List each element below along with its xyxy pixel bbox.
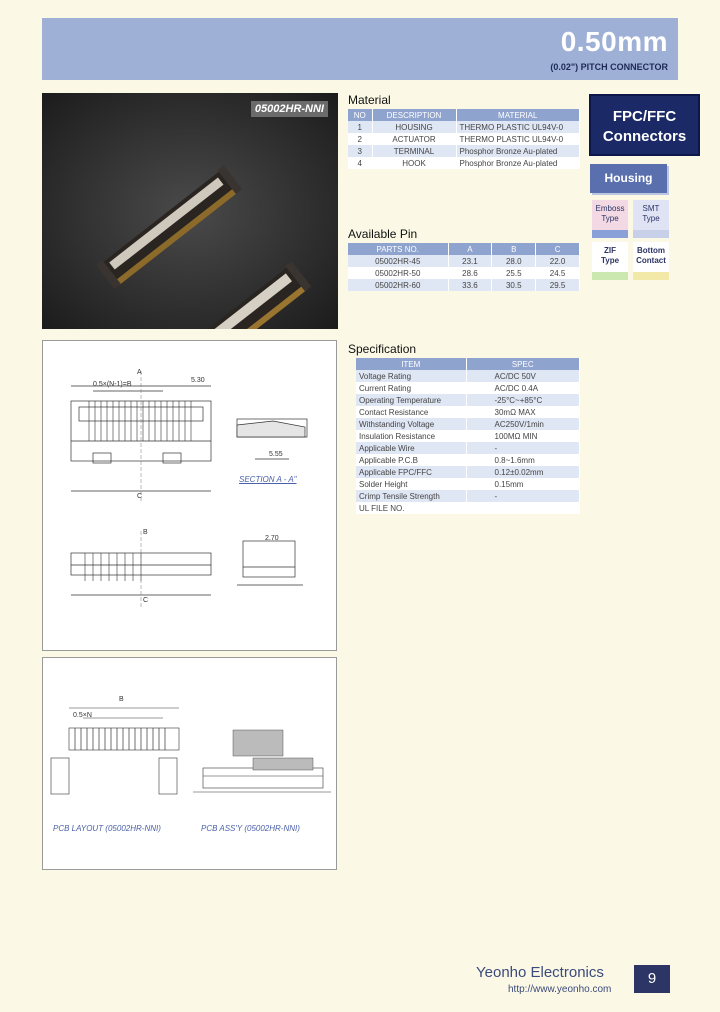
cell: AC/DC 0.4A (466, 382, 580, 394)
cell: 4 (348, 157, 372, 169)
page-title: 0.50mm (560, 26, 668, 57)
cell: 0.15mm (466, 478, 580, 490)
table-row (356, 502, 580, 514)
spec-col-spec: SPEC (466, 358, 580, 370)
category-line1: FPC/FFC (612, 108, 677, 125)
product-photo (42, 93, 338, 329)
pcb-assy-caption: PCB ASS'Y (05002HR-NNI) (201, 824, 300, 833)
cell: Phosphor Bronze Au-plated (456, 145, 580, 157)
dim-c-label: C (137, 493, 143, 500)
tag-bottom-contact (633, 242, 669, 280)
tag-emboss-line2: Type (601, 214, 619, 223)
cell: Applicable P.C.B (356, 454, 466, 466)
cell: HOOK (372, 157, 456, 169)
pin-col-b: B (492, 243, 536, 255)
section-caption: SECTION A - A" (239, 475, 297, 484)
table-row (356, 370, 580, 382)
tag-emboss (592, 200, 628, 238)
cell: 3 (348, 145, 372, 157)
dim-pitch-label: 0.5×(N-1)=B (93, 381, 132, 388)
pcb-drawing-panel (42, 657, 337, 870)
cell: - (466, 442, 580, 454)
cell: THERMO PLASTIC UL94V-0 (456, 121, 580, 133)
cell: Voltage Rating (356, 370, 466, 382)
page-number: 9 (634, 965, 670, 993)
cell: - (466, 490, 580, 502)
available-pin-table (348, 243, 580, 291)
cell: 1 (348, 121, 372, 133)
spec-col-item: ITEM (356, 358, 466, 370)
table-row (348, 133, 580, 145)
material-title: Material (348, 93, 391, 107)
pcb-dim-b: B (119, 696, 124, 703)
tag-bottom-line1: Bottom (637, 246, 665, 255)
cell: Contact Resistance (356, 406, 466, 418)
pcb-dim-pitch: 0.5×N (73, 712, 92, 719)
dim-c-top-label: C (143, 597, 149, 604)
dim-width-label: 5.30 (191, 377, 205, 384)
cell: 23.1 (448, 255, 492, 267)
dim-height-label: 5.55 (269, 451, 283, 458)
cell: 28.0 (492, 255, 536, 267)
dimension-drawing-panel (42, 340, 337, 651)
material-table (348, 109, 580, 169)
table-row (356, 394, 580, 406)
cell: 30.5 (492, 279, 536, 291)
cell: HOUSING (372, 121, 456, 133)
category-line2: Connectors (602, 128, 687, 145)
tag-zif-line1: ZIF (604, 246, 616, 255)
cell: UL FILE NO. (356, 502, 466, 514)
cell: AC/DC 50V (466, 370, 580, 382)
dim-b-top-label: B (143, 529, 148, 536)
table-row (356, 382, 580, 394)
cell: Solder Height (356, 478, 466, 490)
cell: 05002HR-45 (348, 255, 448, 267)
pin-col-c: C (536, 243, 580, 255)
cell: 28.6 (448, 267, 492, 279)
cell: Applicable Wire (356, 442, 466, 454)
cell: 2 (348, 133, 372, 145)
table-row (356, 478, 580, 490)
table-row (348, 121, 580, 133)
tag-bottom-line2: Contact (636, 256, 666, 265)
cell: 24.5 (536, 267, 580, 279)
table-row (348, 255, 580, 267)
cell: Current Rating (356, 382, 466, 394)
page-subtitle: (0.02") PITCH CONNECTOR (550, 62, 668, 72)
company-url[interactable]: http://www.yeonho.com (508, 984, 612, 995)
cell: TERMINAL (372, 145, 456, 157)
tag-zif-line2: Type (600, 256, 620, 265)
cell: 33.6 (448, 279, 492, 291)
cell (466, 502, 580, 514)
tag-emboss-line1: Emboss (595, 204, 625, 213)
cell: -25°C~+85°C (466, 394, 580, 406)
specification-table (356, 358, 580, 514)
cell: Insulation Resistance (356, 430, 466, 442)
company-name: Yeonho Electronics (476, 964, 604, 981)
cell: 100MΩ MIN (466, 430, 580, 442)
cell: 0.8~1.6mm (466, 454, 580, 466)
cell: 30mΩ MAX (466, 406, 580, 418)
pcb-drawing (43, 658, 336, 869)
table-row (348, 267, 580, 279)
pin-col-a: A (448, 243, 492, 255)
tag-smt (633, 200, 669, 238)
housing-button[interactable]: Housing (590, 164, 667, 193)
table-row (348, 279, 580, 291)
pcb-layout-caption: PCB LAYOUT (05002HR-NNI) (53, 824, 161, 833)
cell: 0.12±0.02mm (466, 466, 580, 478)
material-col-desc: DESCRIPTION (372, 109, 456, 121)
table-row (356, 418, 580, 430)
tag-zif (592, 242, 628, 280)
table-row (356, 490, 580, 502)
table-row (356, 466, 580, 478)
cell: 05002HR-50 (348, 267, 448, 279)
table-row (356, 442, 580, 454)
table-row (356, 406, 580, 418)
pin-col-parts: PARTS NO. (348, 243, 448, 255)
cell: Applicable FPC/FFC (356, 466, 466, 478)
table-row (348, 145, 580, 157)
connector-photo-image (42, 93, 338, 329)
material-col-material: MATERIAL (456, 109, 580, 121)
dim-len-label: 2.70 (265, 535, 279, 542)
cell: AC250V/1min (466, 418, 580, 430)
cell: 29.5 (536, 279, 580, 291)
tag-smt-line1: SMT (642, 204, 660, 213)
header-banner (42, 18, 678, 80)
specification-title: Specification (348, 342, 417, 356)
dimension-drawing (43, 341, 336, 650)
table-row (356, 430, 580, 442)
available-pin-title: Available Pin (348, 227, 418, 241)
tag-smt-line2: Type (642, 214, 660, 223)
cell: Withstanding Voltage (356, 418, 466, 430)
photo-part-label: 05002HR-NNI (251, 101, 328, 117)
cell: Crimp Tensile Strength (356, 490, 466, 502)
dim-a-label: A (137, 369, 142, 376)
cell: Operating Temperature (356, 394, 466, 406)
cell: 25.5 (492, 267, 536, 279)
cell: THERMO PLASTIC UL94V-0 (456, 133, 580, 145)
category-badge (589, 94, 700, 156)
material-col-no: NO (348, 109, 372, 121)
cell: ACTUATOR (372, 133, 456, 145)
table-row (348, 157, 580, 169)
cell: 05002HR-60 (348, 279, 448, 291)
cell: Phosphor Bronze Au-plated (456, 157, 580, 169)
cell: 22.0 (536, 255, 580, 267)
table-row (356, 454, 580, 466)
